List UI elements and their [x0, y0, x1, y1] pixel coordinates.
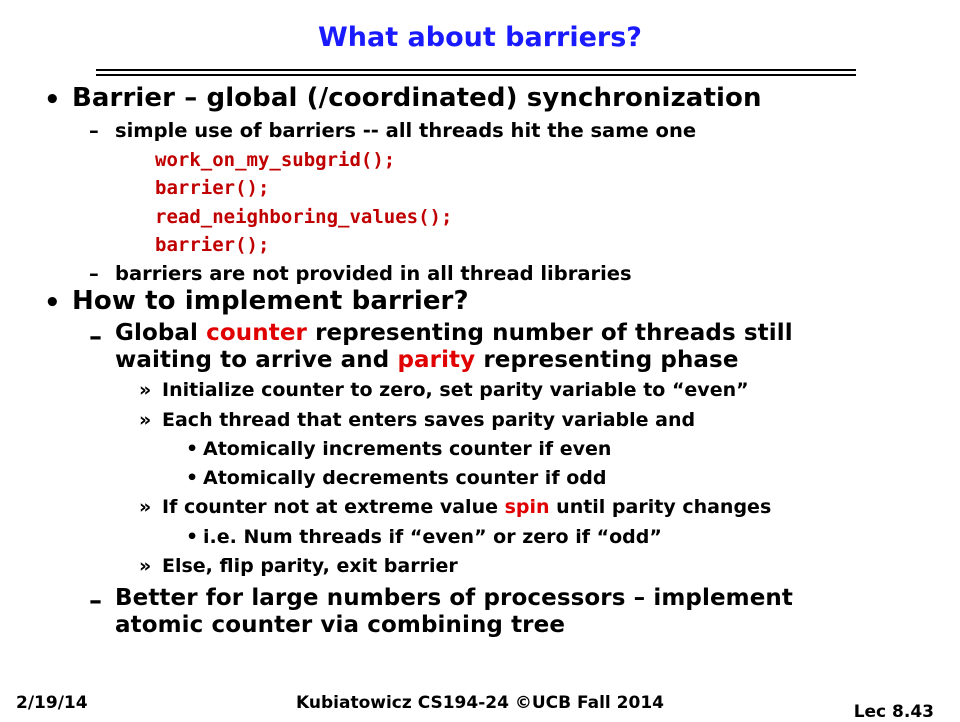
sub-global-counter	[115, 320, 793, 346]
item-increments: Atomically increments counter if even	[203, 438, 612, 460]
item-initialize: Initialize counter to zero, set parity variable to “even”	[162, 379, 749, 401]
bullet-marker: •	[186, 438, 199, 460]
bullet-marker: •	[44, 85, 61, 115]
code-line: barrier();	[155, 177, 270, 199]
raquo-marker: »	[139, 409, 152, 431]
item-each-thread: Each thread that enters saves parity variable and	[162, 409, 696, 431]
bullet-marker: •	[186, 526, 199, 548]
keyword-spin: spin	[504, 496, 550, 518]
text: Global	[115, 320, 207, 346]
item-decrements: Atomically decrements counter if odd	[203, 467, 607, 489]
raquo-marker: »	[139, 496, 152, 518]
bullet-barrier: Barrier – global (/coordinated) synchronization	[72, 83, 762, 113]
title-rule-bottom	[96, 74, 856, 76]
footer-course: Kubiatowicz CS194-24 ©UCB Fall 2014	[296, 693, 664, 713]
sub-global-counter-cont	[115, 347, 739, 373]
code-line: barrier();	[155, 234, 270, 256]
sub-better-for-large: Better for large numbers of processors – implement	[115, 585, 793, 611]
text: representing number of threads still	[306, 320, 793, 346]
dash-marker: –	[89, 586, 103, 616]
footer-lecture: Lec 8.43	[853, 702, 934, 722]
dash-marker: –	[89, 322, 103, 352]
bullet-how-to-implement: How to implement barrier?	[72, 286, 469, 316]
item-else-flip: Else, flip parity, exit barrier	[162, 555, 458, 577]
footer-date: 2/19/14	[16, 693, 88, 713]
keyword-counter: counter	[206, 320, 307, 346]
sub-combining-tree: atomic counter via combining tree	[115, 612, 566, 638]
sub-not-provided: barriers are not provided in all thread libraries	[115, 262, 632, 285]
code-line: read_neighboring_values();	[155, 206, 453, 228]
item-num-threads: i.e. Num threads if “even” or zero if “odd”	[203, 526, 662, 548]
text: If counter not at extreme value	[162, 496, 505, 518]
dash-marker: –	[89, 262, 99, 285]
code-line: work_on_my_subgrid();	[155, 149, 396, 171]
sub-simple-use: simple use of barriers -- all threads hit the same one	[115, 119, 697, 142]
raquo-marker: »	[139, 379, 152, 401]
text: until parity changes	[549, 496, 772, 518]
raquo-marker: »	[139, 555, 152, 577]
bullet-marker: •	[186, 467, 199, 489]
keyword-parity: parity	[397, 347, 476, 373]
text: waiting to arrive and	[115, 347, 398, 373]
item-spin	[162, 496, 771, 518]
title-rule-top	[96, 69, 856, 71]
slide-title: What about barriers?	[318, 22, 642, 53]
bullet-marker: •	[44, 288, 61, 318]
dash-marker: –	[89, 119, 99, 142]
text: representing phase	[475, 347, 739, 373]
